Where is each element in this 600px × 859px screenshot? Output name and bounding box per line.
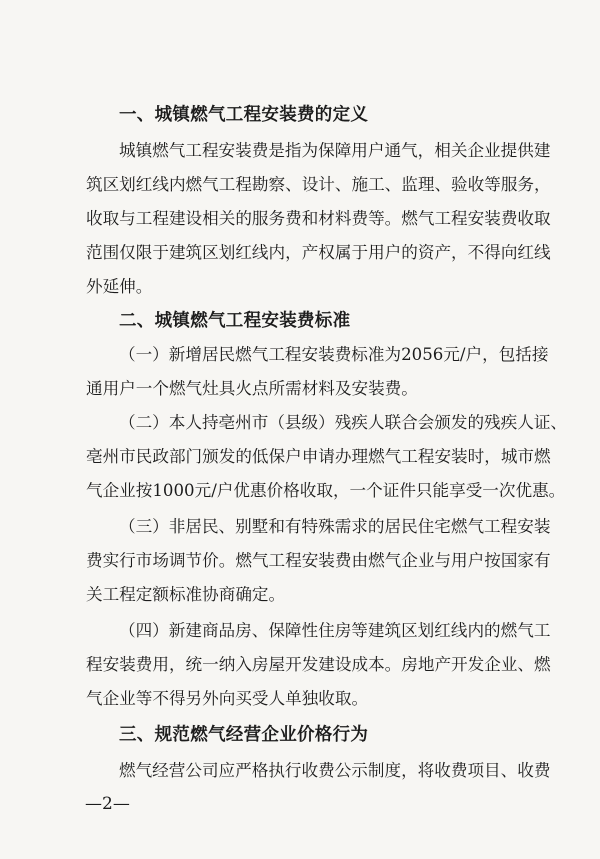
paragraph-line: 燃气经营公司应严格执行收费公示制度，将收费项目、收费 — [119, 761, 551, 780]
section-2-heading: 二、城镇燃气工程安装费标准 — [119, 311, 351, 331]
paragraph-line: 气企业等不得另外向买受人单独收取。 — [86, 689, 369, 708]
paragraph-line: （二）本人持亳州市（县级）残疾人联合会颁发的残疾人证、 — [119, 413, 568, 432]
paragraph-line: （三）非居民、别墅和有特殊需求的居民住宅燃气工程安装 — [119, 517, 551, 536]
page-number: —2— — [85, 794, 130, 814]
paragraph-line: 费实行市场调节价。燃气工程安装费由燃气企业与用户按国家有 — [86, 551, 551, 570]
paragraph-line: 亳州市民政部门颁发的低保户申请办理燃气工程安装时，城市燃 — [86, 447, 551, 466]
paragraph-line: 筑区划红线内燃气工程勘察、设计、施工、监理、验收等服务， — [86, 175, 551, 194]
paragraph-line: （一）新增居民燃气工程安装费标准为2056元/户，包括接 — [119, 345, 549, 364]
paragraph-line: 外延伸。 — [86, 277, 153, 296]
paragraph-line: 范围仅限于建筑区划红线内，产权属于用户的资产，不得向红线 — [86, 243, 551, 262]
paragraph-line: 通用户一个燃气灶具火点所需材料及安装费。 — [86, 379, 418, 398]
paragraph-line: 收取与工程建设相关的服务费和材料费等。燃气工程安装费收取 — [86, 209, 551, 228]
paragraph-line: （四）新建商品房、保障性住房等建筑区划红线内的燃气工 — [119, 621, 551, 640]
paragraph-line: 城镇燃气工程安装费是指为保障用户通气，相关企业提供建 — [119, 141, 551, 160]
section-3-heading: 三、规范燃气经营企业价格行为 — [119, 725, 369, 745]
section-1-heading: 一、城镇燃气工程安装费的定义 — [119, 105, 369, 125]
paragraph-line: 程安装费用，统一纳入房屋开发建设成本。房地产开发企业、燃 — [86, 655, 551, 674]
paragraph-line: 关工程定额标准协商确定。 — [86, 585, 286, 604]
paragraph-line: 气企业按1000元/户优惠价格收取，一个证件只能享受一次优惠。 — [86, 481, 566, 500]
